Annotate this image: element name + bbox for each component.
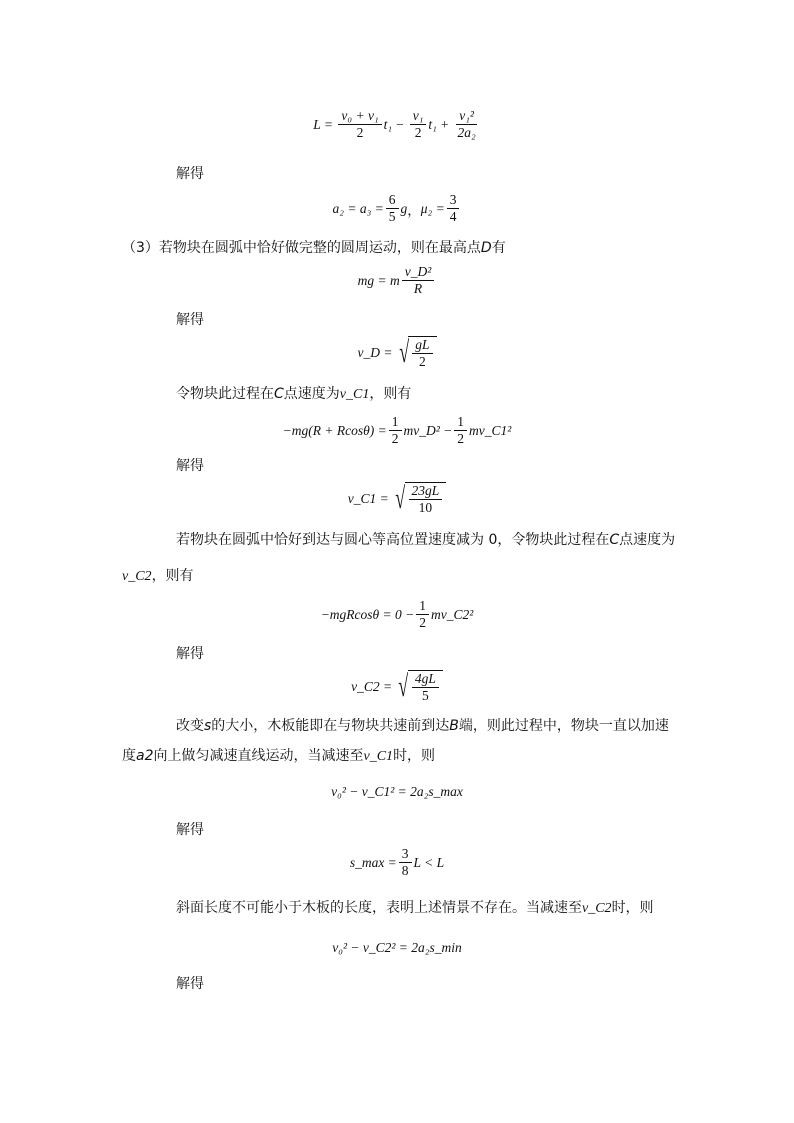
jiede-6: 解得 (176, 976, 204, 992)
equation-mg: mg = m $\frac{\text{v\_D²}}{R}$ (0, 264, 794, 297)
paragraph-3-line-2: 度a2向上做匀减速直线运动，当减速至v_C1时，则 (122, 748, 436, 764)
vc1-intro: 令物块此过程在C点速度为v_C1，则有 (176, 386, 412, 402)
equation-smax-2: s_max = $\frac{3}{8}$ L < L (349, 846, 445, 878)
equation-energy-1: −mg(R + Rcosθ) = $\frac{1}{2}$ mv_D² − $\frac{1}{2}$ mv_C1² (282, 414, 512, 446)
equation-L: L = $\frac{\text{v₀ + v₁}}{2}$ t₁ − $\frac{\text{v₁}}{2}$ t₁ + $\frac{\text{v₁²}}{\text{2a₂}}$ (313, 108, 476, 140)
equation-vC2: v_C2 = √ $\frac{4gL}{5}$ (0, 670, 794, 704)
jiede-1: 解得 (176, 166, 204, 182)
equation-energy-2: −mgRcosθ = 0 − $\frac{1}{2}$ mv_C2² (320, 598, 474, 630)
part3-intro: （3）若物块在圆弧中恰好做完整的圆周运动，则在最高点D有 (122, 240, 506, 256)
paragraph-2-line-1: 若物块在圆弧中恰好到达与圆心等高位置速度减为 0，令物块此过程在C点速度为 (176, 532, 676, 548)
paragraph-4: 斜面长度不可能小于木板的长度，表明上述情景不存在。当减速至v_C2时，则 (176, 900, 654, 916)
paragraph-2-line-2: v_C2，则有 (122, 568, 194, 584)
equation-smax-1: v₀² − v_C1² = 2a₂s_max (331, 784, 463, 799)
jiede-4: 解得 (176, 646, 204, 662)
equation-vD: v_D = √ $\frac{gL}{2}$ (0, 336, 794, 370)
jiede-2: 解得 (176, 312, 204, 328)
paragraph-3-line-1: 改变s的大小，木板能即在与物块共速前到达B端，则此过程中，物块一直以加速 (176, 718, 669, 734)
equation-a2: a₂ = a₃ = $\frac{6}{5}$ g ， μ₂ = $\frac{3}{4}$ (0, 192, 794, 225)
equation-vC1: v_C1 = √ $\frac{23gL}{10}$ (0, 482, 794, 516)
equation-smin: v₀² − v_C2² = 2a₂s_min (332, 940, 462, 955)
jiede-3: 解得 (176, 458, 204, 474)
jiede-5: 解得 (176, 822, 204, 838)
